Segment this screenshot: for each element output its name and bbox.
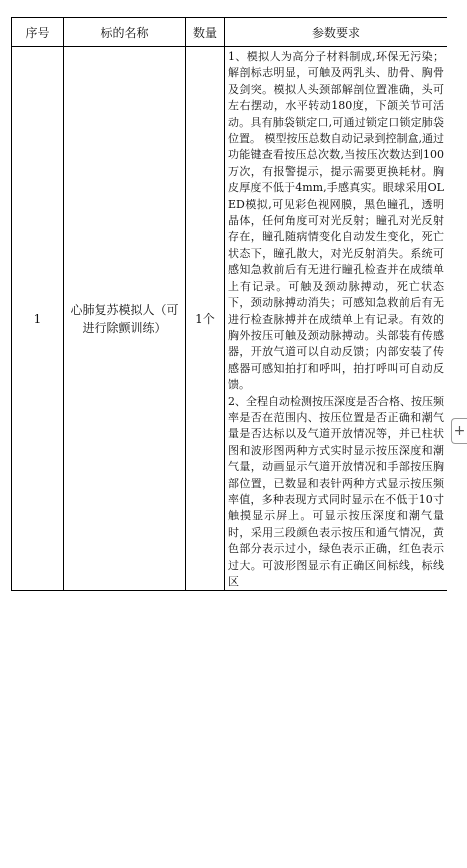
cell-serial-number: 1: [12, 47, 64, 591]
header-quantity: 数量: [186, 18, 225, 47]
requirement-paragraph-2: 2、全程自动检测按压深度是否合格、按压频率是否在范围内、按压位置是否正确和潮气量是否达标以及气道开放情况等，并已柱状图和波形图两种方式实时显示按压深度和潮气量，动画显示气道开放情况和手部按压胸部位置，已数显和表针两种方式显示按压频率值，多种表现方式同时显示在不低于10寸触摸显示屏上。可显示按压深度和潮气量时，采用三段颜色表示按压和通气情况，黄色部分表示过小，绿色表示正确，红色表示过大。可波形图显示有正确区间标线，标线区: [228, 394, 444, 588]
header-row: [12, 18, 448, 47]
spec-table: [11, 17, 447, 591]
header-requirements: 参数要求: [225, 18, 448, 47]
table-row: [12, 47, 448, 591]
expand-plus-icon[interactable]: +: [451, 418, 467, 444]
cell-requirements: [225, 47, 448, 591]
requirement-paragraph-1: 1、模拟人为高分子材料制成,环保无污染；解剖标志明显，可触及两乳头、肋骨、胸骨及剑突。模拟人头颈部解剖位置准确，头可左右摆动，水平转动180度，下颌关节可活动。具有肺袋锁定口,可通过锁定口锁定肺袋位置。 模型按压总数自动记录到控制盒,通过功能键查看按压总次数,当按压次数达到100万次，有报警提示，提示需要更换耗材。胸皮厚度不低于4mm,手感真实。眼球采用OLED模拟,可见彩色视网膜，黑色瞳孔，透明晶体，任何角度可对光反射；瞳孔对光反射存在，瞳孔随病情变化自动发生变化，死亡状态下，瞳孔散大，对光反射消失。系统可感知急救前后有无进行瞳孔检查并在成绩单上有记录。可触及颈动脉搏动，死亡状态下，颈动脉搏动消失；可感知急救前后有无进行检查脉搏并在成绩单上有记录。有效的胸外按压可触及颈动脉搏动。头部装有传感器，开放气道可以自动反馈；内部安装了传感器可感知拍打和呼叫，拍打呼叫可自动反馈。: [228, 50, 444, 392]
header-item-name: 标的名称: [64, 18, 186, 47]
cell-quantity: 1个: [186, 47, 225, 591]
cell-item-name: 心肺复苏模拟人（可进行除颤训练）: [64, 47, 186, 591]
header-serial-number: 序号: [12, 18, 64, 47]
document-sheet: [11, 17, 447, 868]
